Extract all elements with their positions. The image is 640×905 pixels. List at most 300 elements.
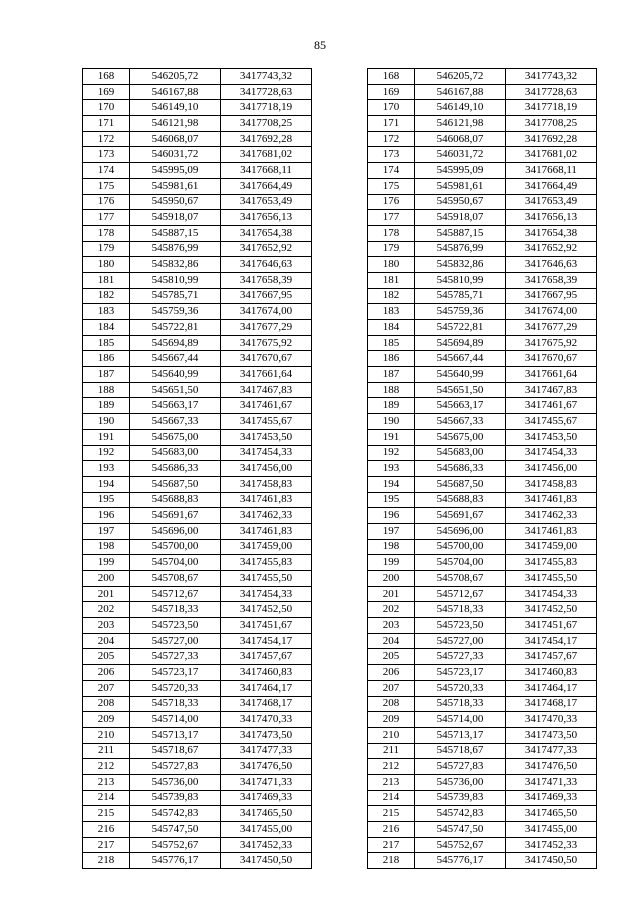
column-gap bbox=[312, 241, 368, 257]
table-row bbox=[83, 665, 597, 681]
left-y-coordinate-cell: 3417668,11 bbox=[221, 163, 312, 179]
right-x-coordinate-cell: 545742,83 bbox=[415, 806, 506, 822]
table-row bbox=[83, 178, 597, 194]
right-point-number-cell: 208 bbox=[368, 696, 415, 712]
right-y-coordinate-cell: 3417670,67 bbox=[506, 351, 597, 367]
right-point-number-cell: 184 bbox=[368, 320, 415, 336]
right-point-number-cell: 178 bbox=[368, 225, 415, 241]
right-x-coordinate-cell: 545687,50 bbox=[415, 476, 506, 492]
right-point-number-cell: 168 bbox=[368, 69, 415, 85]
right-x-coordinate-cell: 546121,98 bbox=[415, 116, 506, 132]
right-x-coordinate-cell: 545714,00 bbox=[415, 712, 506, 728]
right-x-coordinate-cell: 545691,67 bbox=[415, 508, 506, 524]
right-point-number-cell: 176 bbox=[368, 194, 415, 210]
left-x-coordinate-cell: 546068,07 bbox=[130, 131, 221, 147]
left-y-coordinate-cell: 3417455,83 bbox=[221, 555, 312, 571]
left-x-coordinate-cell: 545736,00 bbox=[130, 774, 221, 790]
right-y-coordinate-cell: 3417461,67 bbox=[506, 398, 597, 414]
right-y-coordinate-cell: 3417473,50 bbox=[506, 727, 597, 743]
left-y-coordinate-cell: 3417468,17 bbox=[221, 696, 312, 712]
left-point-number-cell: 206 bbox=[83, 665, 130, 681]
right-y-coordinate-cell: 3417450,50 bbox=[506, 853, 597, 869]
table-row bbox=[83, 649, 597, 665]
right-point-number-cell: 216 bbox=[368, 822, 415, 838]
table-row bbox=[83, 382, 597, 398]
right-y-coordinate-cell: 3417667,95 bbox=[506, 288, 597, 304]
right-x-coordinate-cell: 545727,00 bbox=[415, 633, 506, 649]
table-row bbox=[83, 116, 597, 132]
left-y-coordinate-cell: 3417455,50 bbox=[221, 571, 312, 587]
left-y-coordinate-cell: 3417457,67 bbox=[221, 649, 312, 665]
right-y-coordinate-cell: 3417658,39 bbox=[506, 272, 597, 288]
left-y-coordinate-cell: 3417464,17 bbox=[221, 680, 312, 696]
left-point-number-cell: 195 bbox=[83, 492, 130, 508]
table-row bbox=[83, 163, 597, 179]
left-y-coordinate-cell: 3417450,50 bbox=[221, 853, 312, 869]
right-x-coordinate-cell: 545722,81 bbox=[415, 320, 506, 336]
table-row bbox=[83, 822, 597, 838]
left-point-number-cell: 200 bbox=[83, 571, 130, 587]
column-gap bbox=[312, 712, 368, 728]
right-y-coordinate-cell: 3417718,19 bbox=[506, 100, 597, 116]
left-x-coordinate-cell: 545686,33 bbox=[130, 461, 221, 477]
left-y-coordinate-cell: 3417670,67 bbox=[221, 351, 312, 367]
column-gap bbox=[312, 806, 368, 822]
column-gap bbox=[312, 727, 368, 743]
column-gap bbox=[312, 555, 368, 571]
table-row bbox=[83, 445, 597, 461]
left-y-coordinate-cell: 3417461,83 bbox=[221, 523, 312, 539]
column-gap bbox=[312, 382, 368, 398]
right-point-number-cell: 210 bbox=[368, 727, 415, 743]
right-point-number-cell: 201 bbox=[368, 586, 415, 602]
column-gap bbox=[312, 288, 368, 304]
column-gap bbox=[312, 743, 368, 759]
table-row bbox=[83, 837, 597, 853]
left-y-coordinate-cell: 3417460,83 bbox=[221, 665, 312, 681]
table-row bbox=[83, 225, 597, 241]
column-gap bbox=[312, 178, 368, 194]
left-y-coordinate-cell: 3417692,28 bbox=[221, 131, 312, 147]
coordinates-table-body bbox=[83, 69, 597, 869]
left-point-number-cell: 176 bbox=[83, 194, 130, 210]
right-point-number-cell: 173 bbox=[368, 147, 415, 163]
column-gap bbox=[312, 774, 368, 790]
right-y-coordinate-cell: 3417656,13 bbox=[506, 210, 597, 226]
right-y-coordinate-cell: 3417467,83 bbox=[506, 382, 597, 398]
left-x-coordinate-cell: 546149,10 bbox=[130, 100, 221, 116]
table-row bbox=[83, 210, 597, 226]
column-gap bbox=[312, 100, 368, 116]
left-y-coordinate-cell: 3417465,50 bbox=[221, 806, 312, 822]
left-x-coordinate-cell: 545712,67 bbox=[130, 586, 221, 602]
right-x-coordinate-cell: 545810,99 bbox=[415, 272, 506, 288]
left-x-coordinate-cell: 545700,00 bbox=[130, 539, 221, 555]
column-gap bbox=[312, 398, 368, 414]
column-gap bbox=[312, 351, 368, 367]
table-row bbox=[83, 774, 597, 790]
table-row bbox=[83, 272, 597, 288]
left-x-coordinate-cell: 545683,00 bbox=[130, 445, 221, 461]
right-y-coordinate-cell: 3417468,17 bbox=[506, 696, 597, 712]
right-point-number-cell: 182 bbox=[368, 288, 415, 304]
left-y-coordinate-cell: 3417470,33 bbox=[221, 712, 312, 728]
column-gap bbox=[312, 696, 368, 712]
right-x-coordinate-cell: 546167,88 bbox=[415, 84, 506, 100]
left-x-coordinate-cell: 545696,00 bbox=[130, 523, 221, 539]
right-point-number-cell: 217 bbox=[368, 837, 415, 853]
right-point-number-cell: 183 bbox=[368, 304, 415, 320]
left-y-coordinate-cell: 3417728,63 bbox=[221, 84, 312, 100]
left-y-coordinate-cell: 3417743,32 bbox=[221, 69, 312, 85]
right-x-coordinate-cell: 545663,17 bbox=[415, 398, 506, 414]
left-x-coordinate-cell: 545918,07 bbox=[130, 210, 221, 226]
left-x-coordinate-cell: 545759,36 bbox=[130, 304, 221, 320]
table-row bbox=[83, 304, 597, 320]
right-y-coordinate-cell: 3417454,33 bbox=[506, 586, 597, 602]
left-y-coordinate-cell: 3417656,13 bbox=[221, 210, 312, 226]
column-gap bbox=[312, 649, 368, 665]
right-x-coordinate-cell: 545667,33 bbox=[415, 414, 506, 430]
right-y-coordinate-cell: 3417668,11 bbox=[506, 163, 597, 179]
table-row bbox=[83, 351, 597, 367]
right-y-coordinate-cell: 3417453,50 bbox=[506, 429, 597, 445]
right-x-coordinate-cell: 545995,09 bbox=[415, 163, 506, 179]
left-x-coordinate-cell: 545718,67 bbox=[130, 743, 221, 759]
left-x-coordinate-cell: 545747,50 bbox=[130, 822, 221, 838]
left-x-coordinate-cell: 545739,83 bbox=[130, 790, 221, 806]
table-row bbox=[83, 398, 597, 414]
left-y-coordinate-cell: 3417461,67 bbox=[221, 398, 312, 414]
left-point-number-cell: 215 bbox=[83, 806, 130, 822]
right-y-coordinate-cell: 3417728,63 bbox=[506, 84, 597, 100]
left-point-number-cell: 205 bbox=[83, 649, 130, 665]
left-point-number-cell: 196 bbox=[83, 508, 130, 524]
right-point-number-cell: 196 bbox=[368, 508, 415, 524]
right-x-coordinate-cell: 545683,00 bbox=[415, 445, 506, 461]
left-y-coordinate-cell: 3417654,38 bbox=[221, 225, 312, 241]
right-point-number-cell: 209 bbox=[368, 712, 415, 728]
right-x-coordinate-cell: 545667,44 bbox=[415, 351, 506, 367]
table-row bbox=[83, 508, 597, 524]
left-x-coordinate-cell: 545663,17 bbox=[130, 398, 221, 414]
right-y-coordinate-cell: 3417461,83 bbox=[506, 523, 597, 539]
left-point-number-cell: 212 bbox=[83, 759, 130, 775]
left-x-coordinate-cell: 545723,17 bbox=[130, 665, 221, 681]
right-y-coordinate-cell: 3417677,29 bbox=[506, 320, 597, 336]
table-row bbox=[83, 555, 597, 571]
left-x-coordinate-cell: 545667,44 bbox=[130, 351, 221, 367]
table-row bbox=[83, 712, 597, 728]
right-y-coordinate-cell: 3417743,32 bbox=[506, 69, 597, 85]
left-x-coordinate-cell: 545995,09 bbox=[130, 163, 221, 179]
left-point-number-cell: 189 bbox=[83, 398, 130, 414]
right-y-coordinate-cell: 3417652,92 bbox=[506, 241, 597, 257]
left-x-coordinate-cell: 545688,83 bbox=[130, 492, 221, 508]
left-x-coordinate-cell: 545713,17 bbox=[130, 727, 221, 743]
left-point-number-cell: 213 bbox=[83, 774, 130, 790]
left-point-number-cell: 168 bbox=[83, 69, 130, 85]
left-x-coordinate-cell: 545708,67 bbox=[130, 571, 221, 587]
column-gap bbox=[312, 461, 368, 477]
right-x-coordinate-cell: 546068,07 bbox=[415, 131, 506, 147]
right-x-coordinate-cell: 545785,71 bbox=[415, 288, 506, 304]
left-point-number-cell: 178 bbox=[83, 225, 130, 241]
table-row bbox=[83, 696, 597, 712]
left-point-number-cell: 214 bbox=[83, 790, 130, 806]
table-row bbox=[83, 602, 597, 618]
table-row bbox=[83, 743, 597, 759]
right-x-coordinate-cell: 545718,67 bbox=[415, 743, 506, 759]
table-row bbox=[83, 429, 597, 445]
right-x-coordinate-cell: 545752,67 bbox=[415, 837, 506, 853]
column-gap bbox=[312, 665, 368, 681]
table-row bbox=[83, 131, 597, 147]
left-point-number-cell: 174 bbox=[83, 163, 130, 179]
left-y-coordinate-cell: 3417667,95 bbox=[221, 288, 312, 304]
right-y-coordinate-cell: 3417654,38 bbox=[506, 225, 597, 241]
left-point-number-cell: 218 bbox=[83, 853, 130, 869]
left-y-coordinate-cell: 3417461,83 bbox=[221, 492, 312, 508]
column-gap bbox=[312, 116, 368, 132]
left-point-number-cell: 210 bbox=[83, 727, 130, 743]
right-point-number-cell: 207 bbox=[368, 680, 415, 696]
right-point-number-cell: 215 bbox=[368, 806, 415, 822]
left-x-coordinate-cell: 545776,17 bbox=[130, 853, 221, 869]
left-point-number-cell: 180 bbox=[83, 257, 130, 273]
table-row bbox=[83, 476, 597, 492]
table-row bbox=[83, 84, 597, 100]
right-y-coordinate-cell: 3417471,33 bbox=[506, 774, 597, 790]
right-y-coordinate-cell: 3417661,64 bbox=[506, 367, 597, 383]
right-point-number-cell: 188 bbox=[368, 382, 415, 398]
right-y-coordinate-cell: 3417455,00 bbox=[506, 822, 597, 838]
right-x-coordinate-cell: 545876,99 bbox=[415, 241, 506, 257]
right-point-number-cell: 198 bbox=[368, 539, 415, 555]
left-x-coordinate-cell: 546031,72 bbox=[130, 147, 221, 163]
right-point-number-cell: 191 bbox=[368, 429, 415, 445]
left-x-coordinate-cell: 545752,67 bbox=[130, 837, 221, 853]
left-point-number-cell: 203 bbox=[83, 618, 130, 634]
column-gap bbox=[312, 523, 368, 539]
right-x-coordinate-cell: 545759,36 bbox=[415, 304, 506, 320]
left-x-coordinate-cell: 545727,83 bbox=[130, 759, 221, 775]
left-point-number-cell: 202 bbox=[83, 602, 130, 618]
right-y-coordinate-cell: 3417664,49 bbox=[506, 178, 597, 194]
right-y-coordinate-cell: 3417465,50 bbox=[506, 806, 597, 822]
left-x-coordinate-cell: 545704,00 bbox=[130, 555, 221, 571]
left-y-coordinate-cell: 3417653,49 bbox=[221, 194, 312, 210]
right-point-number-cell: 172 bbox=[368, 131, 415, 147]
table-row bbox=[83, 571, 597, 587]
left-point-number-cell: 183 bbox=[83, 304, 130, 320]
left-y-coordinate-cell: 3417456,00 bbox=[221, 461, 312, 477]
column-gap bbox=[312, 618, 368, 634]
left-point-number-cell: 169 bbox=[83, 84, 130, 100]
right-point-number-cell: 171 bbox=[368, 116, 415, 132]
column-gap bbox=[312, 602, 368, 618]
table-row bbox=[83, 806, 597, 822]
column-gap bbox=[312, 539, 368, 555]
right-y-coordinate-cell: 3417452,50 bbox=[506, 602, 597, 618]
right-y-coordinate-cell: 3417675,92 bbox=[506, 335, 597, 351]
right-x-coordinate-cell: 545700,00 bbox=[415, 539, 506, 555]
left-point-number-cell: 194 bbox=[83, 476, 130, 492]
table-row bbox=[83, 257, 597, 273]
right-point-number-cell: 186 bbox=[368, 351, 415, 367]
left-y-coordinate-cell: 3417674,00 bbox=[221, 304, 312, 320]
left-x-coordinate-cell: 545714,00 bbox=[130, 712, 221, 728]
page-number: 85 bbox=[314, 38, 326, 52]
left-y-coordinate-cell: 3417471,33 bbox=[221, 774, 312, 790]
column-gap bbox=[312, 257, 368, 273]
right-x-coordinate-cell: 545727,33 bbox=[415, 649, 506, 665]
column-gap bbox=[312, 210, 368, 226]
right-point-number-cell: 174 bbox=[368, 163, 415, 179]
right-y-coordinate-cell: 3417455,83 bbox=[506, 555, 597, 571]
left-y-coordinate-cell: 3417677,29 bbox=[221, 320, 312, 336]
column-gap bbox=[312, 225, 368, 241]
right-x-coordinate-cell: 545651,50 bbox=[415, 382, 506, 398]
right-y-coordinate-cell: 3417653,49 bbox=[506, 194, 597, 210]
column-gap bbox=[312, 320, 368, 336]
left-x-coordinate-cell: 545727,00 bbox=[130, 633, 221, 649]
right-point-number-cell: 194 bbox=[368, 476, 415, 492]
left-point-number-cell: 182 bbox=[83, 288, 130, 304]
left-x-coordinate-cell: 545718,33 bbox=[130, 602, 221, 618]
left-point-number-cell: 181 bbox=[83, 272, 130, 288]
column-gap bbox=[312, 822, 368, 838]
right-point-number-cell: 203 bbox=[368, 618, 415, 634]
right-x-coordinate-cell: 545747,50 bbox=[415, 822, 506, 838]
left-point-number-cell: 204 bbox=[83, 633, 130, 649]
right-point-number-cell: 199 bbox=[368, 555, 415, 571]
left-y-coordinate-cell: 3417459,00 bbox=[221, 539, 312, 555]
right-y-coordinate-cell: 3417692,28 bbox=[506, 131, 597, 147]
table-row bbox=[83, 320, 597, 336]
right-x-coordinate-cell: 545918,07 bbox=[415, 210, 506, 226]
right-y-coordinate-cell: 3417646,63 bbox=[506, 257, 597, 273]
left-x-coordinate-cell: 545785,71 bbox=[130, 288, 221, 304]
left-y-coordinate-cell: 3417658,39 bbox=[221, 272, 312, 288]
left-y-coordinate-cell: 3417476,50 bbox=[221, 759, 312, 775]
column-gap bbox=[312, 853, 368, 869]
left-y-coordinate-cell: 3417477,33 bbox=[221, 743, 312, 759]
left-y-coordinate-cell: 3417718,19 bbox=[221, 100, 312, 116]
table-row bbox=[83, 69, 597, 85]
right-x-coordinate-cell: 545688,83 bbox=[415, 492, 506, 508]
table-row bbox=[83, 335, 597, 351]
right-x-coordinate-cell: 545981,61 bbox=[415, 178, 506, 194]
table-row bbox=[83, 539, 597, 555]
left-y-coordinate-cell: 3417455,00 bbox=[221, 822, 312, 838]
column-gap bbox=[312, 194, 368, 210]
right-y-coordinate-cell: 3417681,02 bbox=[506, 147, 597, 163]
column-gap bbox=[312, 414, 368, 430]
right-point-number-cell: 214 bbox=[368, 790, 415, 806]
left-point-number-cell: 190 bbox=[83, 414, 130, 430]
left-point-number-cell: 173 bbox=[83, 147, 130, 163]
right-point-number-cell: 189 bbox=[368, 398, 415, 414]
right-y-coordinate-cell: 3417455,50 bbox=[506, 571, 597, 587]
table-row bbox=[83, 288, 597, 304]
column-gap bbox=[312, 147, 368, 163]
right-point-number-cell: 206 bbox=[368, 665, 415, 681]
left-point-number-cell: 208 bbox=[83, 696, 130, 712]
right-y-coordinate-cell: 3417459,00 bbox=[506, 539, 597, 555]
right-x-coordinate-cell: 545686,33 bbox=[415, 461, 506, 477]
left-x-coordinate-cell: 545687,50 bbox=[130, 476, 221, 492]
table-row bbox=[83, 523, 597, 539]
left-x-coordinate-cell: 545675,00 bbox=[130, 429, 221, 445]
right-y-coordinate-cell: 3417454,33 bbox=[506, 445, 597, 461]
left-y-coordinate-cell: 3417661,64 bbox=[221, 367, 312, 383]
column-gap bbox=[312, 680, 368, 696]
right-y-coordinate-cell: 3417708,25 bbox=[506, 116, 597, 132]
left-y-coordinate-cell: 3417664,49 bbox=[221, 178, 312, 194]
column-gap bbox=[312, 69, 368, 85]
right-y-coordinate-cell: 3417461,83 bbox=[506, 492, 597, 508]
right-x-coordinate-cell: 545739,83 bbox=[415, 790, 506, 806]
right-point-number-cell: 202 bbox=[368, 602, 415, 618]
left-x-coordinate-cell: 545667,33 bbox=[130, 414, 221, 430]
left-x-coordinate-cell: 545832,86 bbox=[130, 257, 221, 273]
left-y-coordinate-cell: 3417462,33 bbox=[221, 508, 312, 524]
right-y-coordinate-cell: 3417476,50 bbox=[506, 759, 597, 775]
table-row bbox=[83, 633, 597, 649]
left-point-number-cell: 179 bbox=[83, 241, 130, 257]
column-gap bbox=[312, 633, 368, 649]
right-point-number-cell: 195 bbox=[368, 492, 415, 508]
left-x-coordinate-cell: 545691,67 bbox=[130, 508, 221, 524]
right-point-number-cell: 211 bbox=[368, 743, 415, 759]
left-y-coordinate-cell: 3417455,67 bbox=[221, 414, 312, 430]
right-y-coordinate-cell: 3417458,83 bbox=[506, 476, 597, 492]
right-point-number-cell: 179 bbox=[368, 241, 415, 257]
left-x-coordinate-cell: 545723,50 bbox=[130, 618, 221, 634]
left-point-number-cell: 175 bbox=[83, 178, 130, 194]
left-y-coordinate-cell: 3417454,17 bbox=[221, 633, 312, 649]
left-y-coordinate-cell: 3417453,50 bbox=[221, 429, 312, 445]
column-gap bbox=[312, 367, 368, 383]
right-x-coordinate-cell: 545832,86 bbox=[415, 257, 506, 273]
right-y-coordinate-cell: 3417464,17 bbox=[506, 680, 597, 696]
table-row bbox=[83, 586, 597, 602]
right-point-number-cell: 213 bbox=[368, 774, 415, 790]
left-x-coordinate-cell: 545718,33 bbox=[130, 696, 221, 712]
right-y-coordinate-cell: 3417456,00 bbox=[506, 461, 597, 477]
column-gap bbox=[312, 272, 368, 288]
column-gap bbox=[312, 492, 368, 508]
right-point-number-cell: 185 bbox=[368, 335, 415, 351]
column-gap bbox=[312, 84, 368, 100]
left-point-number-cell: 184 bbox=[83, 320, 130, 336]
right-y-coordinate-cell: 3417455,67 bbox=[506, 414, 597, 430]
right-x-coordinate-cell: 545887,15 bbox=[415, 225, 506, 241]
right-point-number-cell: 180 bbox=[368, 257, 415, 273]
left-y-coordinate-cell: 3417646,63 bbox=[221, 257, 312, 273]
column-gap bbox=[312, 837, 368, 853]
left-point-number-cell: 199 bbox=[83, 555, 130, 571]
left-y-coordinate-cell: 3417452,33 bbox=[221, 837, 312, 853]
left-x-coordinate-cell: 545810,99 bbox=[130, 272, 221, 288]
right-point-number-cell: 204 bbox=[368, 633, 415, 649]
right-point-number-cell: 177 bbox=[368, 210, 415, 226]
column-gap bbox=[312, 759, 368, 775]
column-gap bbox=[312, 571, 368, 587]
right-x-coordinate-cell: 545712,67 bbox=[415, 586, 506, 602]
right-point-number-cell: 200 bbox=[368, 571, 415, 587]
